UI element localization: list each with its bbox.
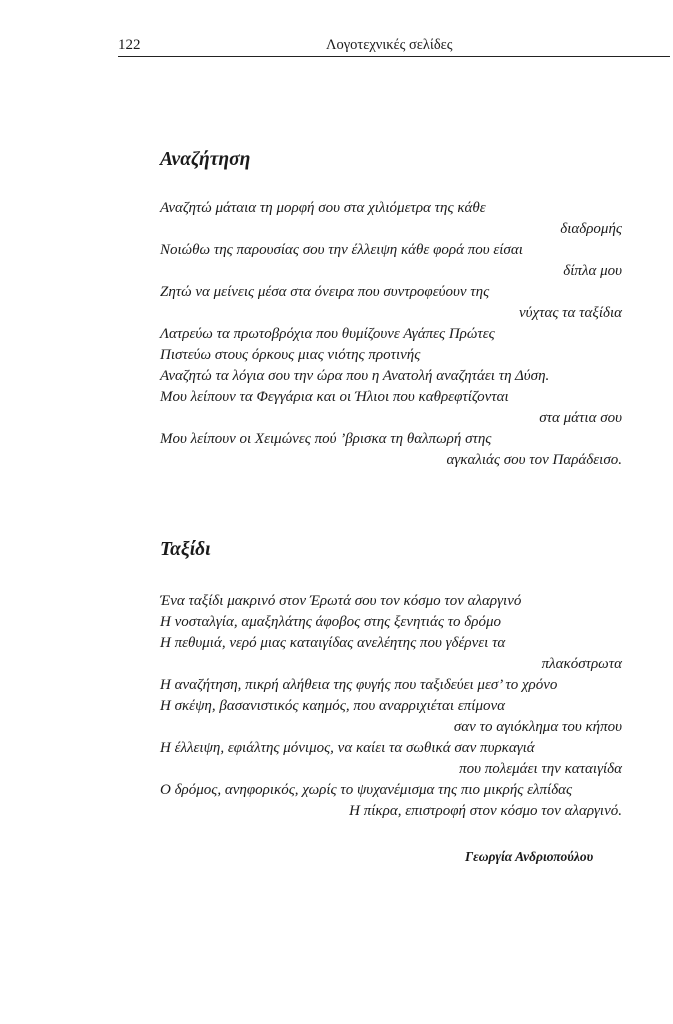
running-title: Λογοτεχνικές σελίδες: [326, 37, 453, 53]
poem-line-continuation: Η πίκρα, επιστροφή στον κόσμο τον αλαργινό.: [349, 803, 622, 819]
poem-line: Ο δρόμος, ανηφορικός, χωρίς το ψυχανέμισμα της πιο μικρής ελπίδας: [160, 782, 573, 798]
poem-line: Μου λείπουν τα Φεγγάρια και οι Ήλιοι που καθρεφτίζονται: [160, 389, 509, 405]
poem-line: Η πεθυμιά, νερό μιας καταιγίδας ανελέητης που γδέρνει τα: [160, 635, 506, 651]
page-number: 122: [118, 37, 141, 53]
poem-line-continuation: αγκαλιάς σου τον Παράδεισο.: [446, 452, 622, 468]
poem-line: Πιστεύω στους όρκους μιας νιότης προτινής: [160, 347, 421, 363]
poem-line: Η αναζήτηση, πικρή αλήθεια της φυγής που ταξιδεύει μεσ’ το χρόνο: [160, 677, 558, 693]
poem-body: [160, 591, 622, 822]
poem-line: Η σκέψη, βασανιστικός καημός, που αναρριχιέται επίμονα: [160, 698, 505, 714]
poem-line-continuation: σαν το αγιόκλημα του κήπου: [453, 719, 622, 735]
author-name: Γεωργία Ανδριοπούλου: [465, 849, 594, 864]
poem-title: Ταξίδι: [160, 539, 211, 560]
poem-line: Αναζητώ τα λόγια σου την ώρα που η Ανατολή αναζητάει τη Δύση.: [160, 368, 550, 384]
poem-body: [160, 198, 622, 471]
poem-line: Μου λείπουν οι Χειμώνες πού ’βρισκα τη θαλπωρή στης: [160, 431, 492, 447]
poem-line: Η έλλειψη, εφιάλτης μόνιμος, να καίει τα σωθικά σαν πυρκαγιά: [160, 740, 535, 756]
poem-line: Ένα ταξίδι μακρινό στον Έρωτά σου τον κόσμο τον αλαργινό: [160, 593, 522, 609]
poem-line: Λατρεύω τα πρωτοβρόχια που θυμίζουνε Αγάπες Πρώτες: [160, 326, 495, 342]
poem-title: Αναζήτηση: [160, 149, 251, 170]
poem-line: Η νοσταλγία, αμαξηλάτης άφοβος στης ξενητιάς το δρόμο: [160, 614, 502, 630]
poem-line: Ζητώ να μείνεις μέσα στα όνειρα που συντροφεύουν της: [160, 284, 490, 300]
page-header: [118, 36, 670, 57]
poem-line: Νοιώθω της παρουσίας σου την έλλειψη κάθε φορά που είσαι: [160, 242, 523, 258]
poem-line-continuation: διαδρομής: [560, 221, 622, 237]
poem-line-continuation: πλακόστρωτα: [541, 656, 622, 672]
poem-line-continuation: στα μάτια σου: [539, 410, 622, 426]
poem-line-continuation: νύχτας τα ταξίδια: [518, 305, 622, 321]
poem-line-continuation: δίπλα μου: [563, 263, 622, 279]
poem-line-continuation: που πολεμάει την καταιγίδα: [459, 761, 622, 777]
poem-line: Αναζητώ μάταια τη μορφή σου στα χιλιόμετρα της κάθε: [160, 200, 486, 216]
